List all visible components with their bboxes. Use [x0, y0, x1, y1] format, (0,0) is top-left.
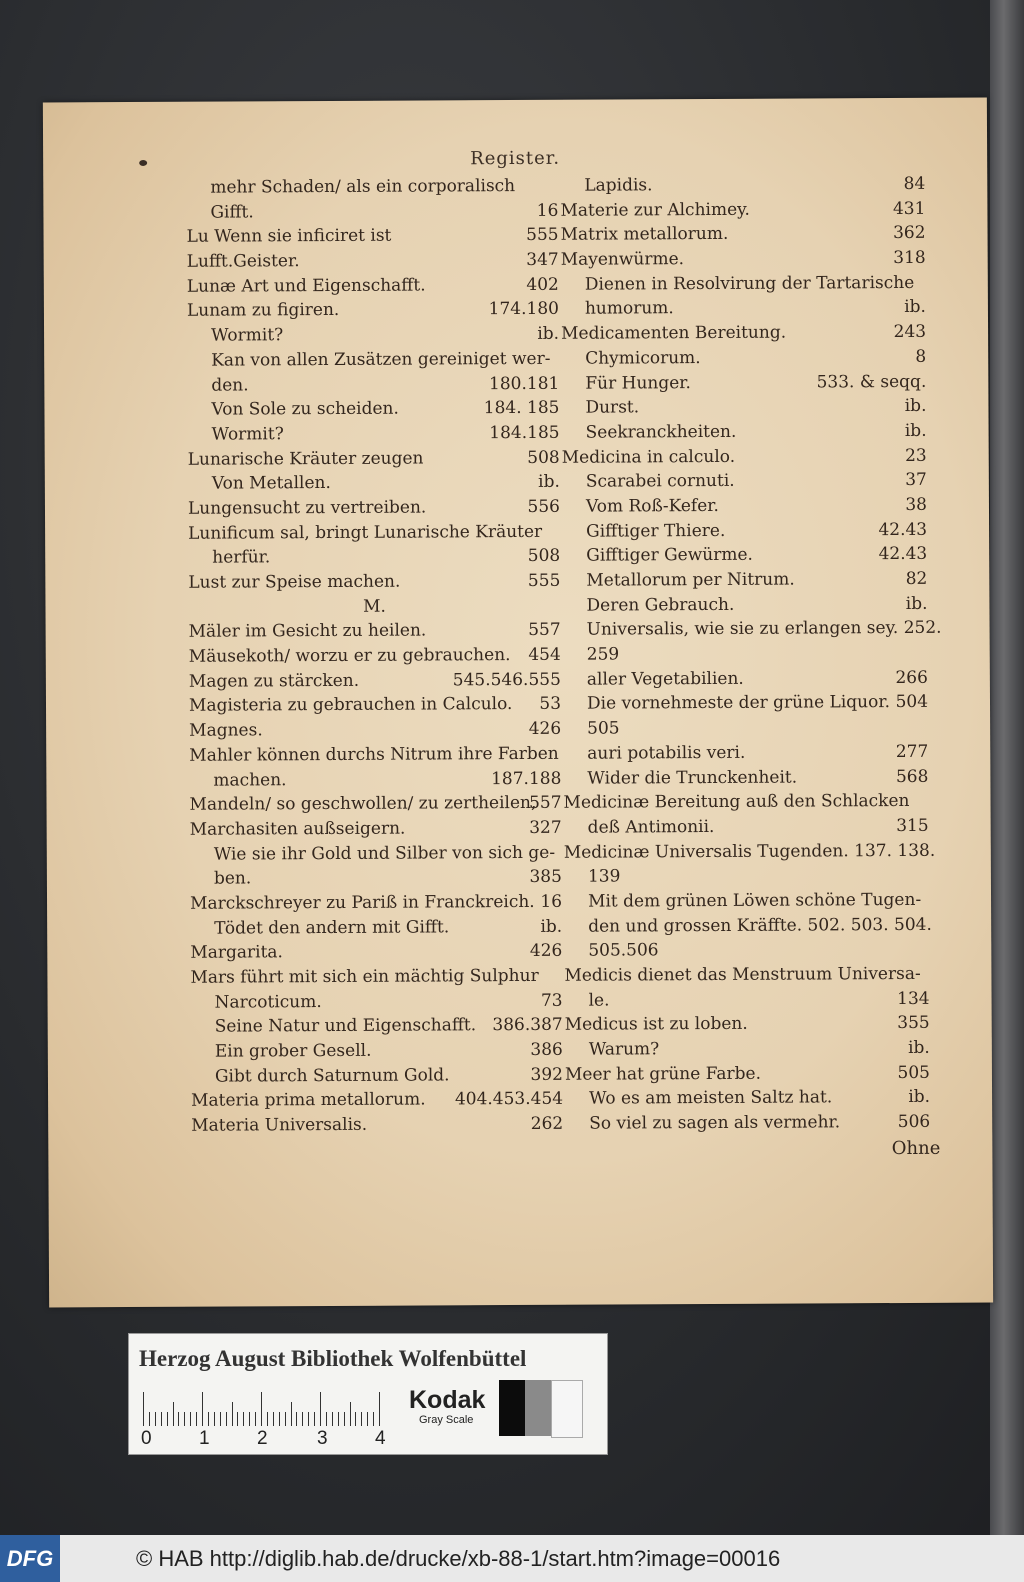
entry-term: deß Antimonii. [587, 816, 715, 838]
entry-term: aller Vegetabilien. [586, 668, 744, 690]
index-entry [562, 567, 927, 594]
entry-page-number: 392 [530, 1064, 564, 1085]
entry-term: Lungensucht zu vertreiben. [187, 497, 427, 519]
entry-page-number: 262 [530, 1113, 564, 1135]
index-entry [191, 1038, 563, 1065]
entry-page-number: 506 [897, 1111, 931, 1133]
entry-term: Tödet den andern mit Gifft. [214, 916, 450, 939]
book-page [43, 98, 993, 1308]
index-entry [563, 616, 942, 643]
index-entry [561, 394, 926, 421]
entry-page-number: 556 [527, 496, 561, 517]
entry-page-number: 385 [529, 867, 562, 888]
index-entry [190, 939, 562, 966]
index-entry [563, 641, 928, 668]
entry-term: den. [211, 374, 249, 396]
index-entry [190, 816, 562, 843]
ruler-tick [338, 1412, 339, 1426]
index-entry [189, 668, 561, 695]
ruler-tick [379, 1392, 380, 1426]
entry-term: Magen zu stärcken. [188, 670, 360, 692]
entry-page-number: 277 [895, 741, 929, 762]
ruler-tick [184, 1412, 185, 1426]
entry-term: Medicamenten Bereitung. [561, 322, 787, 344]
ruler-tick [226, 1412, 227, 1426]
entry-term: Universalis, wie sie zu erlangen sey. 252. [586, 618, 942, 641]
entry-term: Materia prima metallorum. [191, 1089, 426, 1112]
entry-term: ben. [213, 868, 252, 889]
index-entry [562, 592, 927, 619]
ruler-tick [302, 1412, 303, 1426]
index-entry [564, 814, 929, 841]
index-entry [191, 1112, 563, 1139]
color-calibration-bar [128, 1333, 608, 1455]
entry-term: Lapidis. [584, 175, 653, 196]
ruler-tick [237, 1412, 238, 1426]
index-entry [191, 988, 563, 1015]
entry-term: Lunarische Kräuter zeugen [187, 448, 424, 470]
left-column [186, 174, 563, 1139]
entry-term: Seekranckheiten. [585, 421, 737, 443]
index-entry [563, 690, 928, 717]
entry-page-number: 84 [903, 173, 926, 194]
ruler-tick [273, 1412, 274, 1426]
index-entry [190, 890, 562, 917]
entry-term: Wider die Trunckenheit. [587, 767, 798, 789]
entry-page-number: 533. & seqq. [816, 371, 927, 392]
entry-page-number: 454 [528, 644, 561, 666]
entry-term: Von Sole zu scheiden. [211, 398, 399, 420]
ruler-tick [167, 1412, 168, 1426]
entry-term: Lu Wenn sie inficiret ist [186, 226, 392, 248]
index-entry [189, 717, 561, 744]
entry-page-number: ib. [904, 420, 927, 441]
entry-page-number: 16 [540, 891, 563, 912]
index-entry [560, 172, 925, 199]
index-entry [188, 519, 560, 546]
ruler-tick [285, 1412, 286, 1426]
entry-term: Magnes. [189, 720, 263, 741]
index-entry [564, 937, 929, 964]
entry-page-number: 8 [915, 346, 927, 367]
entry-term: Lunificum sal, bringt Lunarische Kräuter [188, 521, 543, 544]
index-entry [564, 987, 929, 1014]
entry-term: M. [363, 596, 386, 617]
entry-term: Gifftiger Thiere. [586, 520, 726, 542]
index-entry [562, 542, 927, 569]
ruler-tick [326, 1412, 327, 1426]
index-entry [188, 421, 560, 448]
ruler-tick [243, 1412, 244, 1426]
index-entry [187, 273, 559, 300]
ruler-tick [232, 1402, 233, 1426]
index-entry [189, 791, 561, 818]
entry-page-number: 73 [540, 990, 563, 1011]
ruler-number: 2 [257, 1428, 268, 1449]
entry-page-number: 404.453.454 [454, 1089, 564, 1110]
entry-term: Von Metallen. [211, 473, 331, 494]
index-entry [565, 1011, 930, 1038]
index-entry [191, 1087, 563, 1114]
entry-term: Scarabei cornuti. [585, 471, 735, 492]
catchword: Ohne [891, 1137, 941, 1160]
ruler [143, 1390, 388, 1426]
ruler-tick [314, 1412, 315, 1426]
copyright-url[interactable]: © HAB http://diglib.hab.de/drucke/xb-88-1/start.htm?image=00016 [136, 1546, 781, 1571]
entry-term: Lunæ Art und Eigenschafft. [186, 275, 426, 297]
entry-page-number: 568 [895, 766, 929, 787]
entry-term: Dienen in Resolvirung der Tartarische [584, 272, 915, 295]
entry-page-number: 347 [526, 249, 559, 271]
kodak-logo: Kodak [409, 1386, 486, 1414]
entry-page-number: 37 [905, 470, 927, 491]
entry-page-number: 355 [897, 1013, 930, 1034]
entry-term: Warum? [588, 1039, 660, 1060]
index-entry [188, 544, 560, 571]
ruler-tick [261, 1392, 262, 1426]
index-entry [189, 742, 561, 769]
index-entry [191, 1013, 563, 1040]
entry-term: Für Hunger. [585, 372, 691, 394]
index-entry [564, 962, 929, 989]
index-entry [191, 1063, 563, 1090]
ruler-tick [190, 1412, 191, 1426]
entry-term: den und grossen Kräffte. 502. 503. 504. [588, 914, 932, 937]
ruler-tick [161, 1412, 162, 1426]
ruler-tick [220, 1412, 221, 1426]
index-entry [187, 248, 559, 275]
entry-page-number: 23 [905, 445, 927, 466]
index-entry [188, 593, 560, 620]
index-entry [188, 470, 560, 497]
entry-term: Seine Natur und Eigenschafft. [214, 1015, 477, 1037]
index-entry [562, 493, 927, 520]
entry-page-number: 53 [539, 694, 562, 715]
entry-term: 259 [586, 644, 620, 665]
entry-page-number: 402 [526, 274, 559, 295]
index-entry [563, 838, 936, 865]
index-entry [563, 764, 928, 791]
entry-term: Magisteria zu gebrauchen in Calculo. [188, 694, 513, 717]
entry-term: Gifft. [210, 202, 254, 223]
gray-scale-label: Gray Scale [419, 1414, 474, 1426]
entry-page-number: 431 [892, 198, 926, 219]
gray-patch-mid [525, 1380, 551, 1436]
entry-term: Ein grober Gesell. [214, 1040, 372, 1062]
index-entry [565, 1061, 930, 1088]
entry-page-number: 508 [527, 447, 560, 468]
entry-page-number: 266 [895, 667, 928, 688]
index-entry [562, 443, 927, 470]
index-entry [564, 912, 932, 939]
entry-page-number: 504 [895, 692, 929, 713]
index-entry [560, 221, 925, 248]
entry-page-number: ib. [905, 593, 928, 614]
entry-page-number: 243 [893, 321, 927, 343]
entry-page-number: 184.185 [489, 422, 560, 444]
entry-term: 505.506 [588, 940, 659, 961]
entry-term: Materie zur Alchimey. [560, 199, 750, 221]
index-entry [561, 369, 926, 396]
index-entry [187, 396, 559, 423]
index-entry [187, 347, 559, 374]
ruler-tick [143, 1392, 144, 1426]
ruler-tick [373, 1412, 374, 1426]
entry-page-number: 362 [893, 223, 926, 244]
right-column [560, 172, 942, 1137]
index-entry [190, 914, 562, 941]
entry-page-number: 545.546.555 [452, 669, 561, 691]
entry-term: Mit dem grünen Löwen schöne Tugen- [587, 889, 922, 912]
entry-term: Mars führt mit sich ein mächtig Sulphur [190, 965, 539, 988]
index-entry [190, 840, 562, 867]
entry-term: Mäusekoth/ worzu er zu gebrauchen. [188, 645, 511, 667]
entry-page-number: 318 [893, 247, 926, 269]
entry-page-number: 386 [530, 1039, 563, 1061]
entry-page-number: 557 [529, 792, 562, 814]
entry-page-number: 174.180 [488, 299, 559, 320]
index-entry [563, 789, 928, 816]
index-entry [188, 495, 560, 522]
ruler-number: 3 [317, 1428, 328, 1449]
entry-term: humorum. [584, 298, 674, 320]
index-entry [565, 1085, 930, 1112]
entry-page-number: 16 [536, 200, 559, 221]
entry-term: Wormit? [211, 325, 284, 346]
entry-page-number: 180.181 [488, 373, 560, 394]
entry-page-number: 426 [528, 718, 562, 740]
entry-page-number: 426 [529, 941, 563, 962]
index-entry [560, 197, 925, 224]
entry-page-number: ib. [908, 1087, 931, 1108]
entry-page-number: 187.188 [491, 768, 562, 789]
ruler-tick [149, 1412, 150, 1426]
index-entry [186, 223, 558, 250]
index-entry [190, 865, 562, 892]
entry-term: Materia Universalis. [191, 1114, 368, 1136]
ruler-tick [178, 1412, 179, 1426]
entry-term: Margarita. [190, 942, 283, 964]
ruler-tick [249, 1412, 250, 1426]
ruler-number: 4 [375, 1428, 386, 1449]
index-entry [561, 345, 926, 372]
entry-term: le. [588, 990, 610, 1011]
entry-term: Gibt durch Saturnum Gold. [214, 1065, 450, 1087]
ruler-number: 1 [199, 1428, 210, 1449]
ruler-tick [344, 1412, 345, 1426]
ruler-tick [214, 1412, 215, 1426]
ruler-tick [196, 1412, 197, 1426]
entry-page-number: ib. [537, 323, 560, 345]
institution-label: Herzog August Bibliothek Wolfenbüttel [139, 1346, 527, 1371]
ruler-tick [350, 1402, 351, 1426]
ruler-tick [291, 1402, 292, 1426]
index-entry [188, 445, 560, 472]
index-entry [187, 297, 559, 324]
footer-bar [0, 1535, 1024, 1582]
ruler-tick [202, 1392, 203, 1426]
index-entry [562, 419, 927, 446]
entry-term: Mahler können durchs Nitrum ihre Farben [189, 743, 559, 766]
entry-term: Wie sie ihr Gold und Silber von sich ge- [213, 842, 556, 865]
ruler-tick [155, 1412, 156, 1426]
ruler-tick [308, 1412, 309, 1426]
ruler-tick [279, 1412, 280, 1426]
ruler-tick [208, 1412, 209, 1426]
entry-page-number: 38 [905, 494, 928, 515]
entry-term: Matrix metallorum. [560, 224, 729, 246]
index-entry [189, 643, 561, 670]
index-entry [563, 740, 928, 767]
entry-page-number: 386.387 [492, 1015, 563, 1036]
ruler-tick [355, 1412, 356, 1426]
index-entry [187, 322, 559, 349]
entry-term: 139 [587, 866, 621, 887]
index-entry [563, 715, 928, 742]
gray-patch-white [551, 1380, 583, 1438]
entry-term: Kan von allen Zusätzen gereiniget wer- [211, 348, 551, 371]
index-entry [564, 863, 929, 890]
running-head: Register. [470, 147, 561, 170]
entry-page-number: 327 [529, 817, 562, 838]
index-entry [561, 271, 926, 298]
entry-page-number: ib. [904, 396, 927, 417]
gray-patch-black [499, 1380, 525, 1436]
entry-page-number: 555 [526, 225, 559, 246]
index-entry [186, 198, 558, 225]
index-entry [186, 174, 558, 201]
entry-term: Chymicorum. [585, 347, 701, 369]
entry-page-number: 557 [528, 620, 561, 641]
dfg-logo: DFG [0, 1535, 60, 1582]
entry-page-number: ib. [540, 916, 563, 937]
entry-term: Wo es am meisten Saltz hat. [589, 1087, 833, 1110]
index-entry [189, 618, 561, 645]
entry-term: Wormit? [211, 424, 284, 445]
entry-term: Die vornehmeste der grüne Liquor. [586, 692, 891, 715]
entry-page-number: 508 [527, 546, 561, 567]
index-entry [561, 295, 926, 322]
entry-term: Marchasiten außseigern. [189, 818, 406, 840]
index-entry [564, 888, 929, 915]
entry-page-number: 505 [897, 1062, 930, 1083]
entry-term: Meer hat grüne Farbe. [564, 1063, 761, 1085]
entry-term: Medicus ist zu loben. [564, 1014, 748, 1036]
entry-term: Lunam zu figiren. [186, 300, 340, 322]
entry-term: machen. [213, 769, 287, 791]
entry-page-number: 555 [527, 570, 561, 591]
entry-term: Metallorum per Nitrum. [586, 569, 795, 591]
index-entry [187, 371, 559, 398]
entry-term: Medicinæ Bereitung auß den Schlacken [563, 791, 910, 813]
index-entry [189, 692, 561, 719]
entry-term: Mayenwürme. [560, 249, 685, 270]
book-edge [990, 0, 1024, 1535]
ruler-tick [320, 1392, 321, 1426]
entry-term: Narcoticum. [214, 991, 322, 1013]
index-entry [189, 766, 561, 793]
index-entry [188, 569, 560, 596]
entry-page-number: ib. [908, 1037, 930, 1059]
entry-page-number: 42.43 [878, 519, 928, 540]
ruler-tick [255, 1412, 256, 1426]
index-entry [562, 517, 927, 544]
entry-term: Medicinæ Universalis Tugenden. 137. 138. [563, 840, 936, 863]
ruler-tick [296, 1412, 297, 1426]
ruler-tick [361, 1412, 362, 1426]
entry-page-number: ib. [538, 472, 560, 493]
entry-term: Durst. [585, 397, 640, 418]
entry-term: Medicis dienet das Menstruum Universa- [564, 963, 921, 986]
entry-page-number: 184. 185 [483, 397, 560, 419]
entry-term: Marckschreyer zu Pariß in Franckreich. [189, 891, 535, 914]
entry-term: mehr Schaden/ als ein corporalisch [210, 176, 516, 198]
entry-term: Mandeln/ so geschwollen/ zu zertheilen, [189, 793, 537, 815]
entry-term: Deren Gebrauch. [586, 594, 735, 616]
ruler-number: 0 [141, 1428, 152, 1449]
entry-page-number: 42.43 [878, 544, 928, 565]
index-entry [565, 1110, 930, 1137]
index-entry [565, 1036, 930, 1063]
entry-page-number: 82 [905, 568, 928, 589]
entry-term: Mäler im Gesicht zu heilen. [188, 620, 427, 643]
entry-term: 505 [587, 718, 620, 739]
ruler-tick [173, 1402, 174, 1426]
entry-term: Lufft.Geister. [186, 251, 300, 272]
entry-term: herfür. [212, 547, 271, 568]
entry-term: Gifftiger Gewürme. [586, 545, 753, 566]
entry-term: Medicina in calculo. [561, 446, 736, 468]
entry-term: auri potabilis veri. [587, 742, 746, 764]
index-entry [190, 964, 562, 991]
entry-page-number: 134 [897, 988, 930, 1009]
entry-page-number: ib. [904, 297, 926, 318]
index-entry [561, 246, 926, 273]
index-entry [561, 320, 926, 347]
entry-term: Vom Roß-Kefer. [585, 495, 719, 517]
entry-term: Lust zur Speise machen. [188, 571, 401, 593]
ruler-tick [367, 1412, 368, 1426]
ruler-tick [267, 1412, 268, 1426]
entry-page-number: 315 [896, 815, 929, 836]
index-entry [563, 666, 928, 693]
index-entry [562, 468, 927, 495]
ruler-tick [332, 1412, 333, 1426]
entry-term: So viel zu sagen als vermehr. [589, 1112, 841, 1134]
